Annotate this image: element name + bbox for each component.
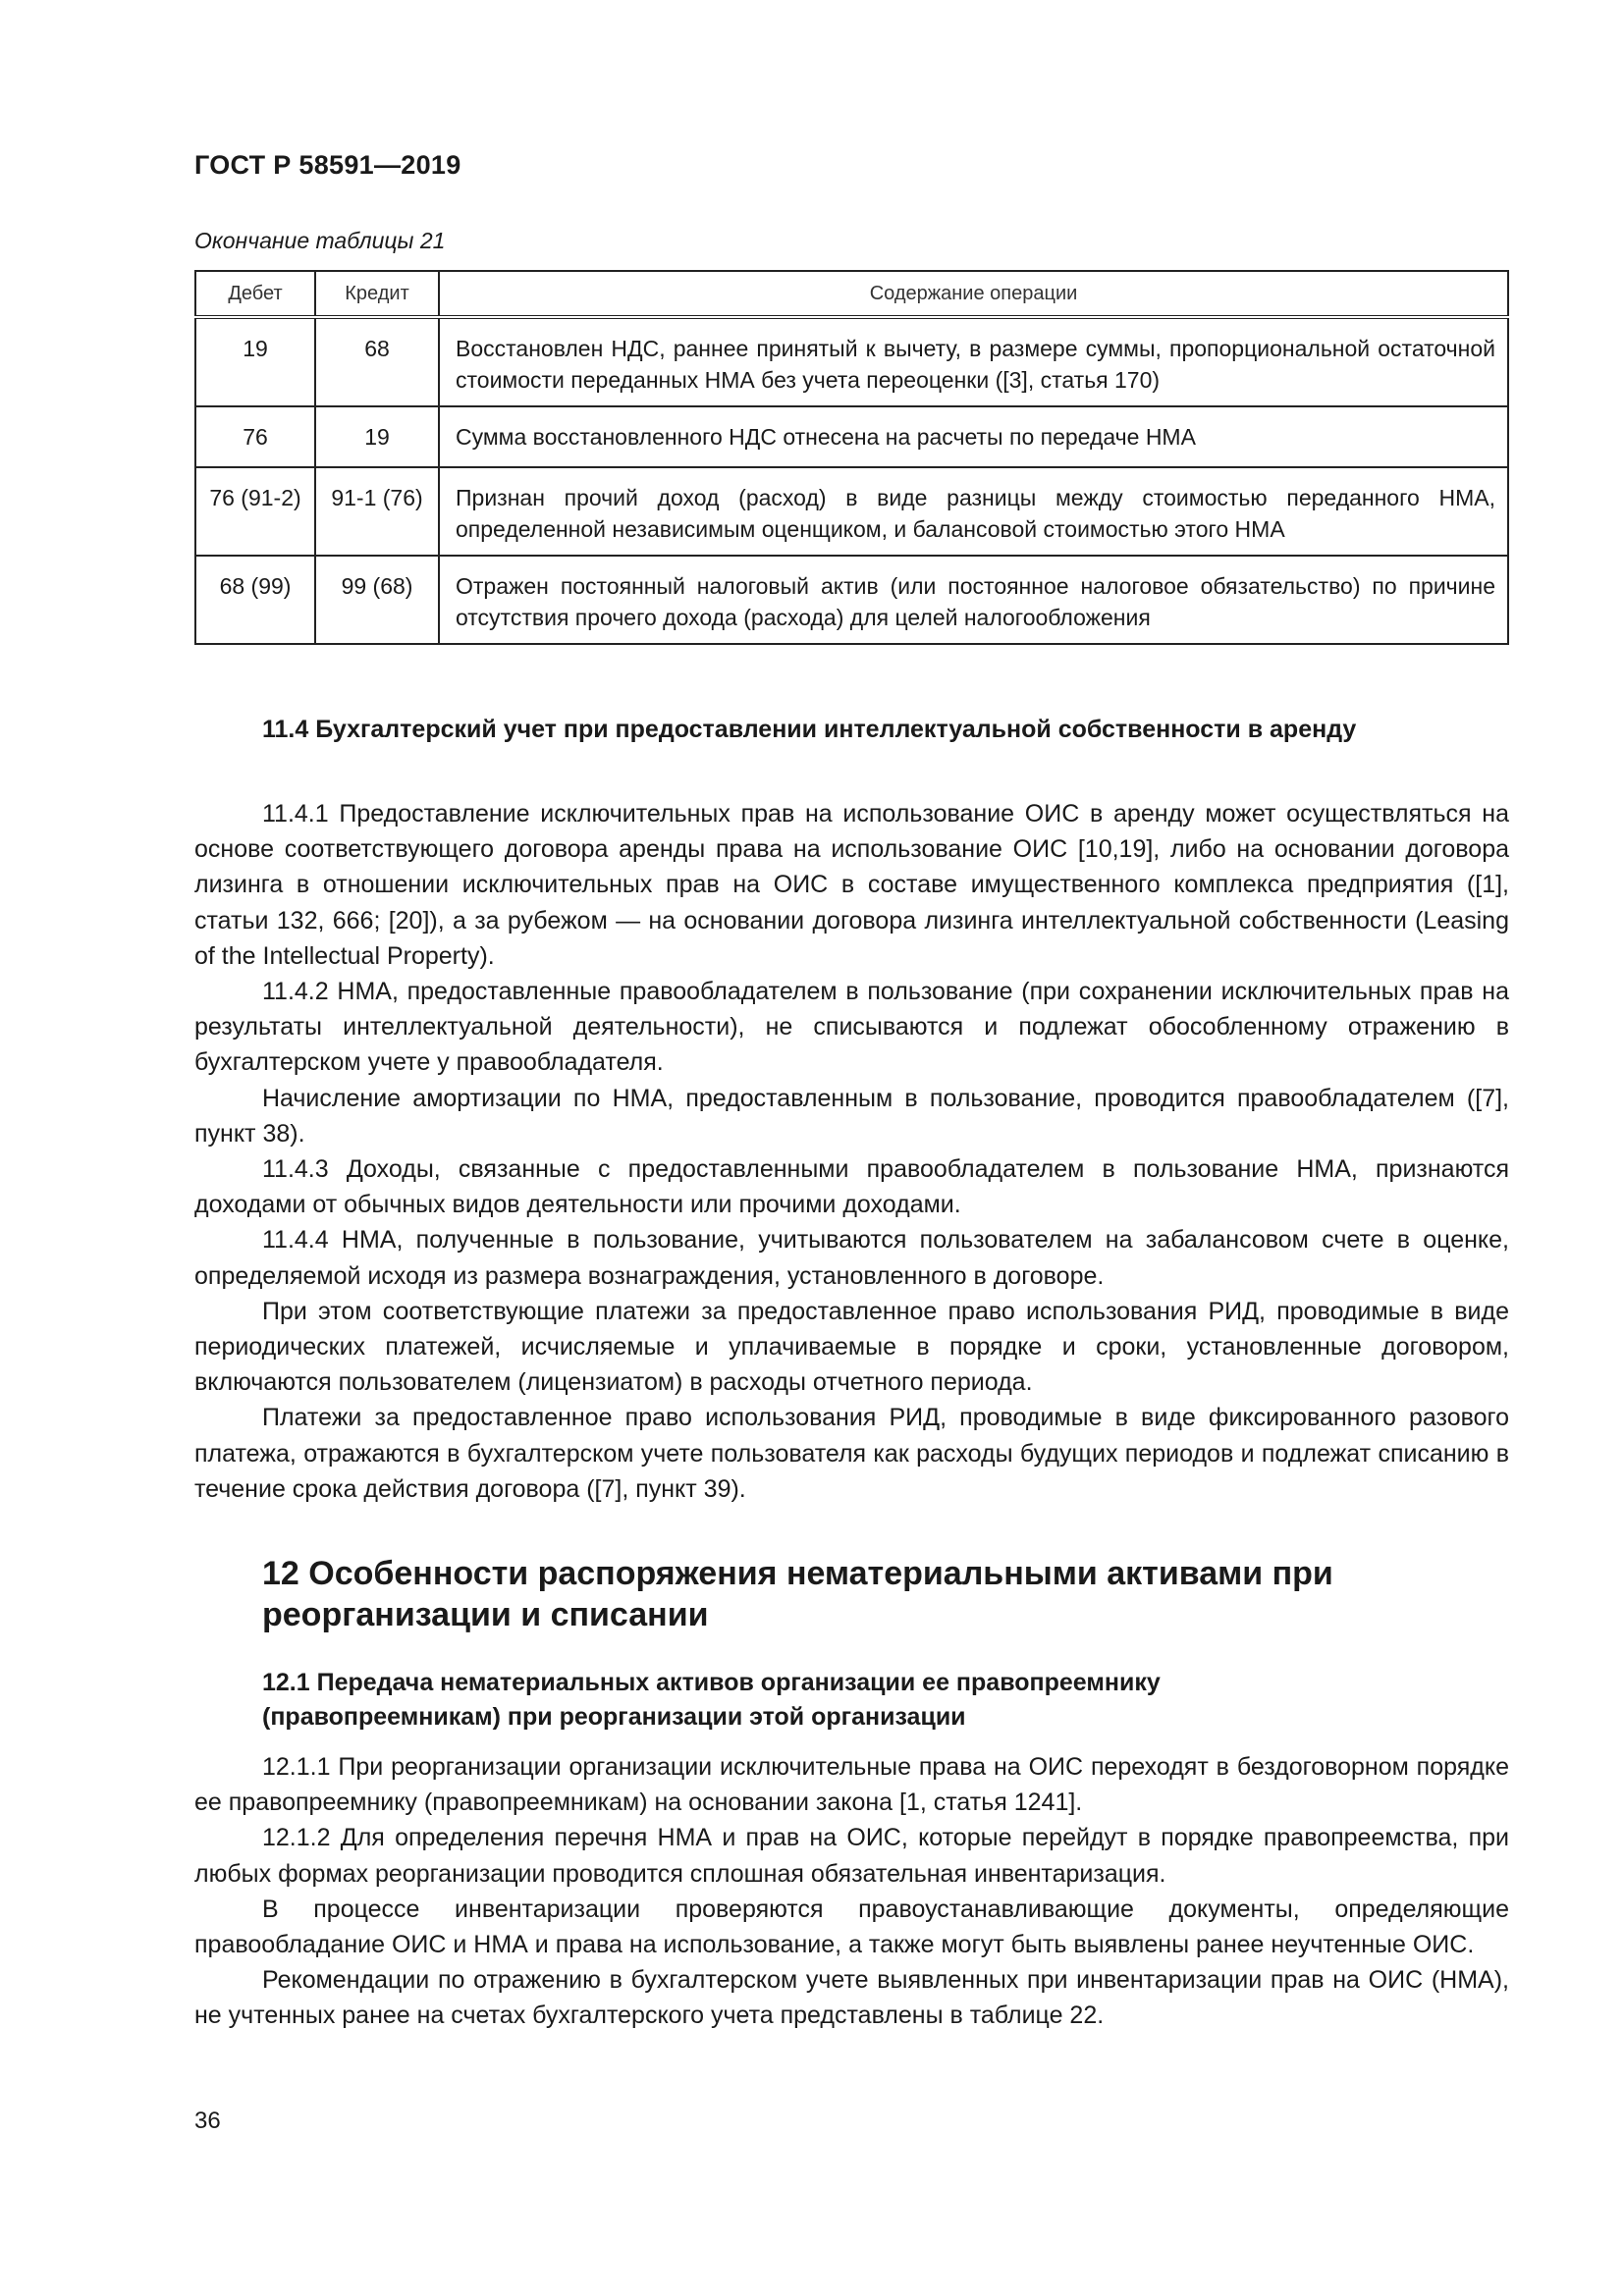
section-11-4-body: [194, 796, 1509, 1507]
paragraph: При этом соответствующие платежи за предоставленное право использования РИД, проводимые в виде периодических платежей, исчисляемые и уплачиваемые в порядке и сроки, установленные договором, включаются пользователем (лицензиатом) в расходы отчетного периода.: [194, 1297, 1509, 1397]
paragraph: Рекомендации по отражению в бухгалтерском учете выявленных при инвентаризации прав на ОИС (НМА), не учтенных ранее на счетах бухгалтерского учета представлены в таблице 22.: [194, 1966, 1509, 2030]
paragraph: 11.4.3 Доходы, связанные с предоставленными правообладателем в пользование НМА, признаются доходами от обычных видов деятельности или прочими доходами.: [194, 1155, 1509, 1219]
paragraph: 11.4.1 Предоставление исключительных прав на использование ОИС в аренду может осуществляться на основе соответствующего договора аренды права на использование ОИС [10,19], либо на основании договора лизинга в отношении исключительных прав на ОИС в составе имущественного комплекса предприятия ([1], статьи 132, 666; [20]), а за рубежом — на основании договора лизинга интеллектуальной собственности (Leasing of the Intellectual Property).: [194, 800, 1509, 970]
table-row: [195, 317, 1508, 406]
table-caption: Окончание таблицы 21: [194, 228, 446, 253]
operation-content-cell: Сумма восстановленного НДС отнесена на расчеты по передаче НМА: [439, 406, 1508, 467]
operation-content-cell: Восстановлен НДС, раннее принятый к вычету, в размере суммы, пропорциональной остаточной стоимости переданных НМА без учета переоценки ([3], статья 170): [439, 317, 1508, 406]
column-header-debit: Дебет: [195, 271, 315, 317]
paragraph: 12.1.1 При реорганизации организации исключительные права на ОИС переходят в бездоговорном порядке ее правопреемнику (правопреемникам) на основании закона [1, статья 1241].: [194, 1753, 1509, 1817]
accounting-entries-table: [194, 270, 1509, 645]
operation-content-cell: Признан прочий доход (расход) в виде разницы между стоимостью переданного НМА, определенной независимым оценщиком, и балансовой стоимостью этого НМА: [439, 467, 1508, 556]
section-12-1-body: [194, 1749, 1509, 2034]
debit-cell: 68 (99): [195, 556, 315, 644]
operation-content-cell: Отражен постоянный налоговый актив (или постоянное налоговое обязательство) по причине отсутствия прочего дохода (расхода) для целей налогообложения: [439, 556, 1508, 644]
document-header: ГОСТ Р 58591—2019: [194, 150, 461, 180]
debit-cell: 19: [195, 317, 315, 406]
page-number: 36: [194, 2108, 221, 2134]
credit-cell: 99 (68): [315, 556, 439, 644]
table-header-row: [195, 271, 1508, 317]
credit-cell: 68: [315, 317, 439, 406]
column-header-content: Содержание операции: [439, 271, 1508, 317]
debit-cell: 76: [195, 406, 315, 467]
column-header-credit: Кредит: [315, 271, 439, 317]
paragraph: 12.1.2 Для определения перечня НМА и прав на ОИС, которые перейдут в порядке правопреемства, при любых формах реорганизации проводится сплошная обязательная инвентаризация.: [194, 1824, 1509, 1888]
section-12-heading: 12 Особенности распоряжения нематериальными активами при реорганизации и списании: [262, 1555, 1333, 1633]
paragraph: В процессе инвентаризации проверяются правоустанавливающие документы, определяющие правообладание ОИС и НМА и права на использование, а также могут быть выявлены ранее неучтенные ОИС.: [194, 1895, 1509, 1959]
paragraph: Начисление амортизации по НМА, предоставленным в пользование, проводится правообладателем ([7], пункт 38).: [194, 1084, 1509, 1148]
debit-cell: 76 (91-2): [195, 467, 315, 556]
credit-cell: 19: [315, 406, 439, 467]
table-row: [195, 406, 1508, 467]
section-11-4-heading: 11.4 Бухгалтерский учет при предоставлении интеллектуальной собственности в аренду: [262, 716, 1357, 743]
table-row: [195, 556, 1508, 644]
paragraph: 11.4.4 НМА, полученные в пользование, учитываются пользователем на забалансовом счете в оценке, определяемой исходя из размера вознаграждения, установленного в договоре.: [194, 1226, 1509, 1290]
paragraph: Платежи за предоставленное право использования РИД, проводимые в виде фиксированного разового платежа, отражаются в бухгалтерском учете пользователя как расходы будущих периодов и подлежат списанию в течение срока действия договора ([7], пункт 39).: [194, 1404, 1509, 1503]
section-12-1-heading: 12.1 Передача нематериальных активов организации ее правопреемнику (правопреемникам) при реорганизации этой организации: [262, 1669, 1161, 1731]
table-row: [195, 467, 1508, 556]
credit-cell: 91-1 (76): [315, 467, 439, 556]
paragraph: 11.4.2 НМА, предоставленные правообладателем в пользование (при сохранении исключительных прав на результаты интеллектуальной деятельности), не списываются и подлежат обособленному отражению в бухгалтерском учете у правообладателя.: [194, 978, 1509, 1077]
